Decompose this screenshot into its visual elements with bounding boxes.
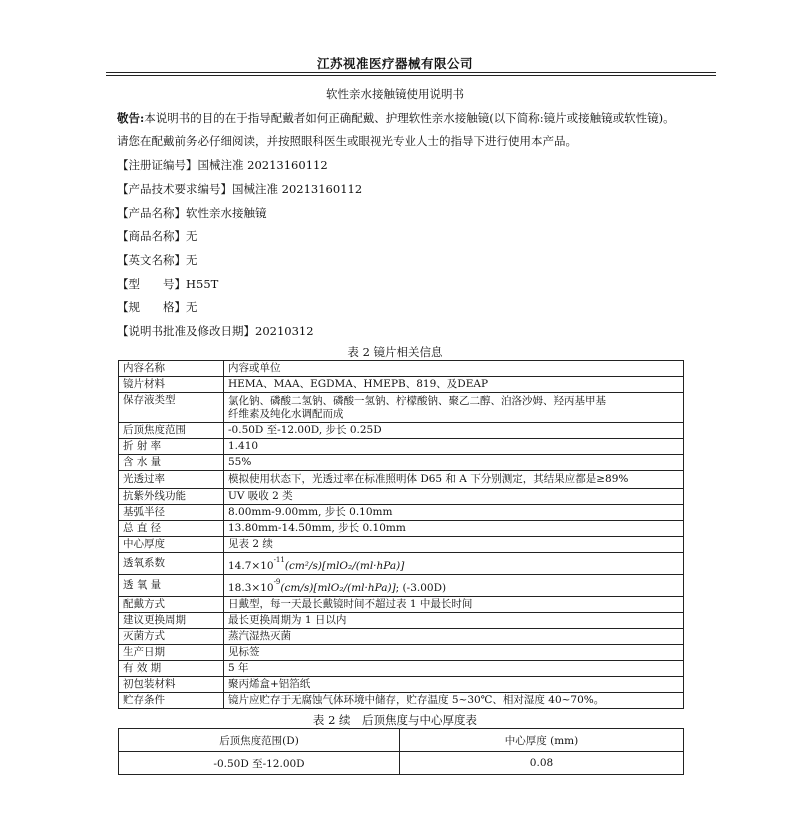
company-name: 江苏视准医疗器械有限公司 (316, 56, 473, 71)
table-row (119, 597, 684, 613)
table-row (119, 423, 684, 439)
row-value (224, 393, 684, 423)
oxygen-permeability-formula (224, 553, 684, 575)
table-row (119, 439, 684, 455)
row-value: 13.80mm-14.50mm, 步长 0.10mm (224, 521, 684, 537)
table-header-cell: 内容名称 (119, 361, 224, 377)
table-row (119, 575, 684, 597)
field-label: 【注册证编号】 (117, 158, 198, 172)
row-name: 透 氧 量 (119, 575, 224, 597)
table-row (119, 489, 684, 505)
field-trade-name (117, 228, 198, 244)
formula-base: 10 (260, 560, 274, 572)
table-header-cell: 内容或单位 (224, 361, 684, 377)
table-row (119, 377, 684, 393)
row-value: UV 吸收 2 类 (224, 489, 684, 505)
formula-exponent: -11 (273, 556, 285, 564)
row-value: 55% (224, 455, 684, 471)
header-rule-top (106, 72, 716, 73)
formula-exponent: -9 (273, 578, 281, 586)
row-name: 保存液类型 (119, 393, 224, 423)
row-value: HEMA、MAA、EGDMA、HMEPB、819、及DEAP (224, 377, 684, 393)
row-name: 贮存条件 (119, 693, 224, 709)
table-header-row (119, 729, 684, 752)
field-label: 【规 格】 (117, 300, 186, 314)
row-name: 含 水 量 (119, 455, 224, 471)
warning-label: 敬告: (117, 111, 145, 125)
table-header-cell: 后顶焦度范围(D) (119, 729, 400, 752)
row-name: 抗紫外线功能 (119, 489, 224, 505)
field-value: 20210312 (255, 324, 314, 338)
table-row (119, 521, 684, 537)
row-name: 基弧半径 (119, 505, 224, 521)
warning-text-1: 本说明书的目的在于指导配戴者如何正确配戴、护理软性亲水接触镜(以下简称:镜片或接触镜或软性镜)。 (144, 111, 675, 125)
row-value: 8.00mm-9.00mm, 步长 0.10mm (224, 505, 684, 521)
row-name: 中心厚度 (119, 537, 224, 553)
field-label: 【产品技术要求编号】 (117, 182, 232, 196)
field-value: 无 (186, 300, 198, 314)
row-value: 日戴型，每一天最长戴镜时间不超过表 1 中最长时间 (224, 597, 684, 613)
table-row (119, 393, 684, 423)
field-english-name (117, 252, 198, 268)
row-value: 1.410 (224, 439, 684, 455)
field-label: 【商品名称】 (117, 229, 186, 243)
table-row (119, 677, 684, 693)
table-row (119, 455, 684, 471)
oxygen-transmissibility-formula (224, 575, 684, 597)
row-value: 蒸汽湿热灭菌 (224, 629, 684, 645)
field-label: 【英文名称】 (117, 253, 186, 267)
formula-unit: (cm²/s)[mlO₂/(ml·hPa)] (284, 560, 405, 572)
formula-coefficient: 18.3× (228, 582, 261, 594)
table-row (119, 537, 684, 553)
table-row (119, 629, 684, 645)
row-value: 5 年 (224, 661, 684, 677)
row-value: 聚丙烯盒+铝箔纸 (224, 677, 684, 693)
formula-suffix: ; (-3.00D) (395, 582, 447, 594)
table-row (119, 553, 684, 575)
field-label: 【型 号】 (117, 277, 186, 291)
row-value-line-2: 纤维素及纯化水调配而成 (228, 407, 344, 420)
field-specification (117, 299, 198, 315)
field-registration-number (117, 157, 328, 173)
row-name: 灭菌方式 (119, 629, 224, 645)
warning-line-2: 请您在配戴前务必仔细阅读，并按照眼科医生或眼视光专业人士的指导下进行使用本产品。 (117, 134, 577, 148)
lens-info-table (118, 360, 684, 709)
field-value: 无 (186, 229, 198, 243)
row-value: 见表 2 续 (224, 537, 684, 553)
row-value: 见标签 (224, 645, 684, 661)
row-value: 镜片应贮存于无腐蚀气体环境中储存，贮存温度 5~30℃、相对湿度 40~70%。 (224, 693, 684, 709)
table-row (119, 471, 684, 489)
table-row (119, 752, 684, 775)
field-value: 软性亲水接触镜 (186, 206, 267, 220)
table-row (119, 613, 684, 629)
field-model (117, 276, 218, 292)
field-approval-date (117, 323, 314, 339)
field-label: 【说明书批准及修改日期】 (117, 324, 255, 338)
field-tech-requirement-number (117, 181, 362, 197)
table-header-row (119, 361, 684, 377)
row-value-line-1: 氯化钠、磷酸二氢钠、磷酸一氢钠、柠檬酸钠、聚乙二醇、泊洛沙姆、羟丙基甲基 (228, 394, 606, 407)
power-thickness-table (118, 728, 684, 775)
row-name: 建议更换周期 (119, 613, 224, 629)
row-value: -0.50D 至-12.00D (119, 752, 400, 775)
field-value: H55T (186, 277, 219, 291)
row-value: -0.50D 至-12.00D, 步长 0.25D (224, 423, 684, 439)
formula-base: 10 (260, 582, 274, 594)
row-name: 透氧系数 (119, 553, 224, 575)
row-name: 后顶焦度范围 (119, 423, 224, 439)
formula-coefficient: 14.7× (228, 560, 261, 572)
table-header-cell: 中心厚度 (mm) (400, 729, 684, 752)
row-value: 0.08 (400, 752, 684, 775)
row-name: 生产日期 (119, 645, 224, 661)
table-row (119, 661, 684, 677)
row-value: 最长更换周期为 1 日以内 (224, 613, 684, 629)
table-row (119, 505, 684, 521)
field-value: 国械注准 20213160112 (197, 158, 328, 172)
row-value: 模拟使用状态下，光透过率在标准照明体 D65 和 A 下分别测定，其结果应都是≥89% (224, 471, 684, 489)
table2-title: 表 2 续 后顶焦度与中心厚度表 (312, 713, 478, 727)
row-name: 初包装材料 (119, 677, 224, 693)
row-name: 镜片材料 (119, 377, 224, 393)
row-name: 配戴方式 (119, 597, 224, 613)
field-value: 无 (186, 253, 198, 267)
field-value: 国械注准 20213160112 (232, 182, 363, 196)
row-name: 总 直 径 (119, 521, 224, 537)
row-name: 光透过率 (119, 471, 224, 489)
row-name: 有 效 期 (119, 661, 224, 677)
document-title: 软性亲水接触镜使用说明书 (326, 87, 464, 101)
table-row (119, 693, 684, 709)
header-rule-bottom (106, 75, 716, 76)
field-product-name (117, 205, 267, 221)
field-label: 【产品名称】 (117, 206, 186, 220)
table-row (119, 645, 684, 661)
warning-line-1 (117, 110, 675, 126)
formula-unit: (cm/s)[mlO₂/(ml·hPa)] (280, 582, 396, 594)
row-name: 折 射 率 (119, 439, 224, 455)
table1-title: 表 2 镜片相关信息 (347, 345, 443, 359)
